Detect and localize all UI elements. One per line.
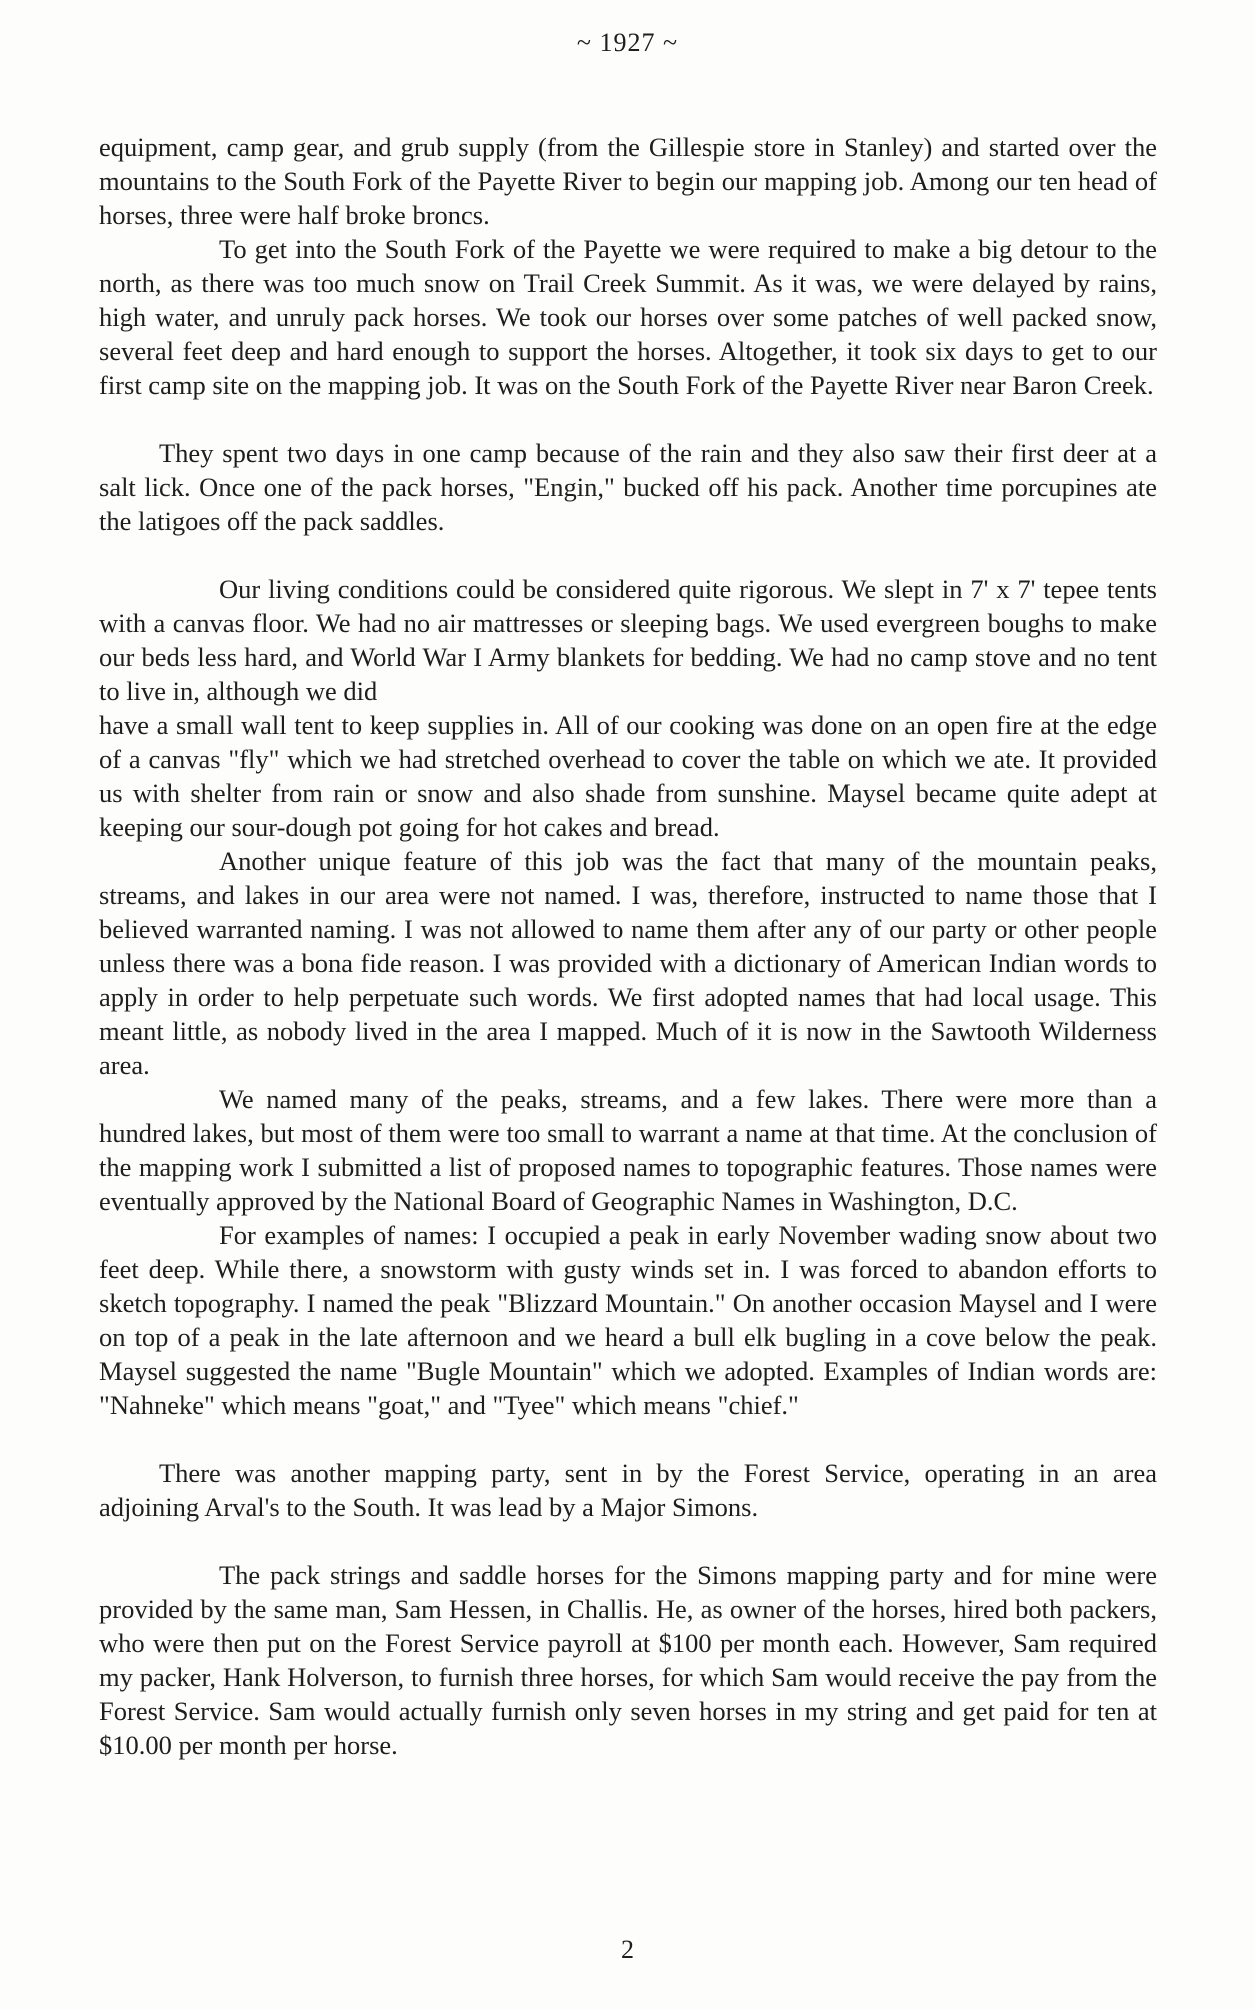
paragraph-1: equipment, camp gear, and grub supply (from the Gillespie store in Stanley) and started over the mountains to the South Fork of the Payette River to begin our mapping job. Among our ten head of horses, three were half broke broncs. <box>99 132 1157 230</box>
paragraph-10: The pack strings and saddle horses for the Simons mapping party and for mine were provided by the same man, Sam Hessen, in Challis. He, as owner of the horses, hired both packers, who were then put on the Forest Service payroll at $100 per month each. However, Sam required my packer, Hank Holverson, to furnish three horses, for which Sam would receive the pay from the Forest Service. Sam would actually furnish only seven horses in my string and get paid for ten at $10.00 per month per horse. <box>99 1560 1157 1760</box>
page-header-year: ~ 1927 ~ <box>576 28 679 57</box>
paragraph-7: We named many of the peaks, streams, and a few lakes. There were more than a hundred lakes, but most of them were too small to warrant a name at that time. At the conclusion of the mapping work I submitted a list of proposed names to topographic features. Those names were eventually approved by the National Board of Geographic Names in Washington, D.C. <box>99 1084 1157 1216</box>
paragraph-9: There was another mapping party, sent in by the Forest Service, operating in an area adjoining Arval's to the South. It was lead by a Major Simons. <box>99 1458 1157 1522</box>
paragraph-2: To get into the South Fork of the Payette we were required to make a big detour to the north, as there was too much snow on Trail Creek Summit. As it was, we were delayed by rains, high water, and unruly pack horses. We took our horses over some patches of well packed snow, several feet deep and hard enough to support the horses. Altogether, it took six days to get to our first camp site on the mapping job. It was on the South Fork of the Payette River near Baron Creek. <box>99 234 1157 400</box>
paragraph-8: For examples of names: I occupied a peak in early November wading snow about two feet deep. While there, a snowstorm with gusty winds set in. I was forced to abandon efforts to sketch topography. I named the peak "Blizzard Mountain." On another occasion Maysel and I were on top of a peak in the late afternoon and we heard a bull elk bugling in a cove below the peak. Maysel suggested the name "Bugle Mountain" which we adopted. Examples of Indian words are: "Nahneke" which means "goat," and "Tyee" which means "chief." <box>99 1220 1157 1420</box>
paragraph-5: have a small wall tent to keep supplies in. All of our cooking was done on an open fire at the edge of a canvas "fly" which we had stretched overhead to cover the table on which we ate. It provided us with shelter from rain or snow and also shade from sunshine. Maysel became quite adept at keeping our sour-dough pot going for hot cakes and bread. <box>99 710 1157 842</box>
document-body <box>99 130 1157 1762</box>
page-number: 2 <box>621 1935 634 1964</box>
paragraph-3: They spent two days in one camp because of the rain and they also saw their first deer at a salt lick. Once one of the pack horses, "Engin," bucked off his pack. Another time porcupines ate the latigoes off the pack saddles. <box>99 438 1157 536</box>
paragraph-4: Our living conditions could be considered quite rigorous. We slept in 7' x 7' tepee tents with a canvas floor. We had no air mattresses or sleeping bags. We used evergreen boughs to make our beds less hard, and World War I Army blankets for bedding. We had no camp stove and no tent to live in, although we did <box>99 574 1157 706</box>
paragraph-6: Another unique feature of this job was the fact that many of the mountain peaks, streams, and lakes in our area were not named. I was, therefore, instructed to name those that I believed warranted naming. I was not allowed to name them after any of our party or other people unless there was a bona fide reason. I was provided with a dictionary of American Indian words to apply in order to help perpetuate such words. We first adopted names that had local usage. This meant little, as nobody lived in the area I mapped. Much of it is now in the Sawtooth Wilderness area. <box>99 846 1157 1080</box>
